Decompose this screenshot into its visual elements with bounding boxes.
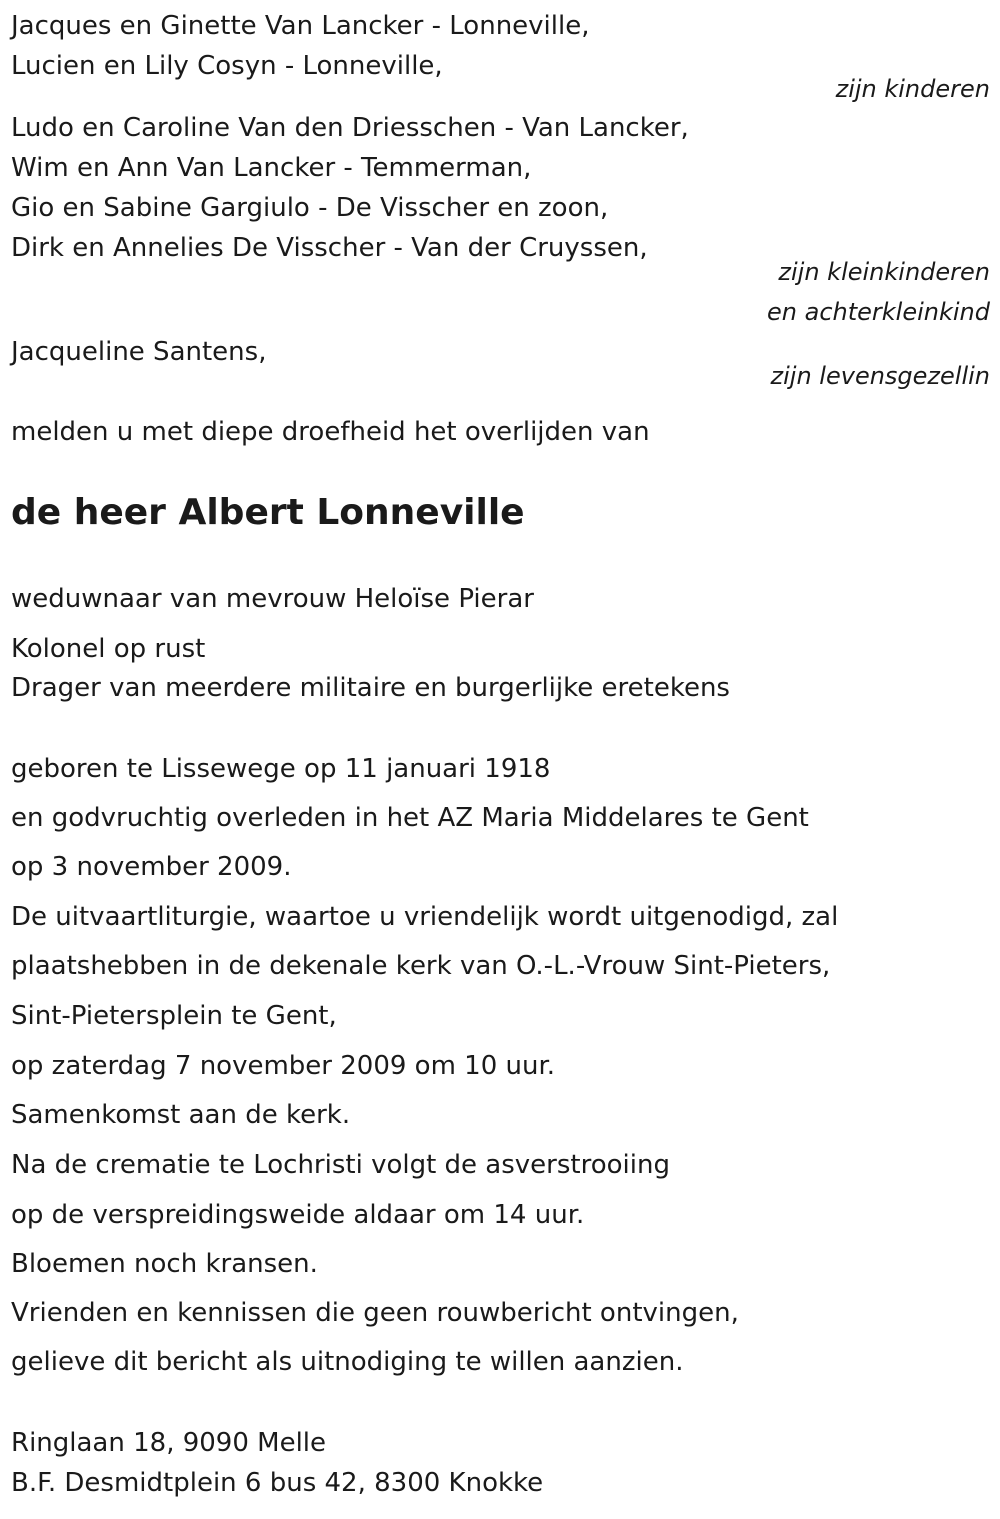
grandchildren-label: zijn kleinkinderen [778,258,990,286]
widower-line: weduwnaar van mevrouw Heloïse Pierar [11,584,534,614]
detail-line: Bloemen noch kransen. [11,1249,318,1279]
announcement-text: melden u met diepe droefheid het overlijden van [11,417,650,447]
detail-line: geboren te Lissewege op 11 januari 1918 [11,754,551,784]
rank-line: Kolonel op rust [11,634,206,664]
detail-line: plaatshebben in de dekenale kerk van O.-L.-Vrouw Sint-Pieters, [11,951,831,981]
detail-line: Samenkomst aan de kerk. [11,1100,351,1130]
honors-line: Drager van meerdere militaire en burgerlijke eretekens [11,673,730,703]
grandchild-line: Ludo en Caroline Van den Driesschen - Van Lancker, [11,113,689,143]
deceased-name: de heer Albert Lonneville [11,492,525,533]
address-line: Ringlaan 18, 9090 Melle [11,1428,327,1458]
partner-name: Jacqueline Santens, [11,337,267,367]
grandchild-line: Dirk en Annelies De Visscher - Van der Cruyssen, [11,233,648,263]
detail-line: Na de crematie te Lochristi volgt de asverstrooiing [11,1150,670,1180]
partner-label: zijn levensgezellin [770,362,990,390]
children-label: zijn kinderen [835,75,990,103]
detail-line: Vrienden en kennissen die geen rouwbericht ontvingen, [11,1298,739,1328]
detail-line: op 3 november 2009. [11,852,292,882]
great-grandchild-label: en achterkleinkind [767,298,990,326]
detail-line: De uitvaartliturgie, waartoe u vriendelijk wordt uitgenodigd, zal [11,902,839,932]
child-line: Lucien en Lily Cosyn - Lonneville, [11,51,443,81]
detail-line: op de verspreidingsweide aldaar om 14 uur. [11,1200,585,1230]
address-line: B.F. Desmidtplein 6 bus 42, 8300 Knokke [11,1468,544,1498]
child-line: Jacques en Ginette Van Lancker - Lonneville, [11,11,590,41]
detail-line: Sint-Pietersplein te Gent, [11,1001,337,1031]
detail-line: gelieve dit bericht als uitnodiging te willen aanzien. [11,1347,684,1377]
detail-line: en godvruchtig overleden in het AZ Maria Middelares te Gent [11,803,809,833]
grandchild-line: Wim en Ann Van Lancker - Temmerman, [11,153,532,183]
grandchild-line: Gio en Sabine Gargiulo - De Visscher en zoon, [11,193,609,223]
detail-line: op zaterdag 7 november 2009 om 10 uur. [11,1051,556,1081]
